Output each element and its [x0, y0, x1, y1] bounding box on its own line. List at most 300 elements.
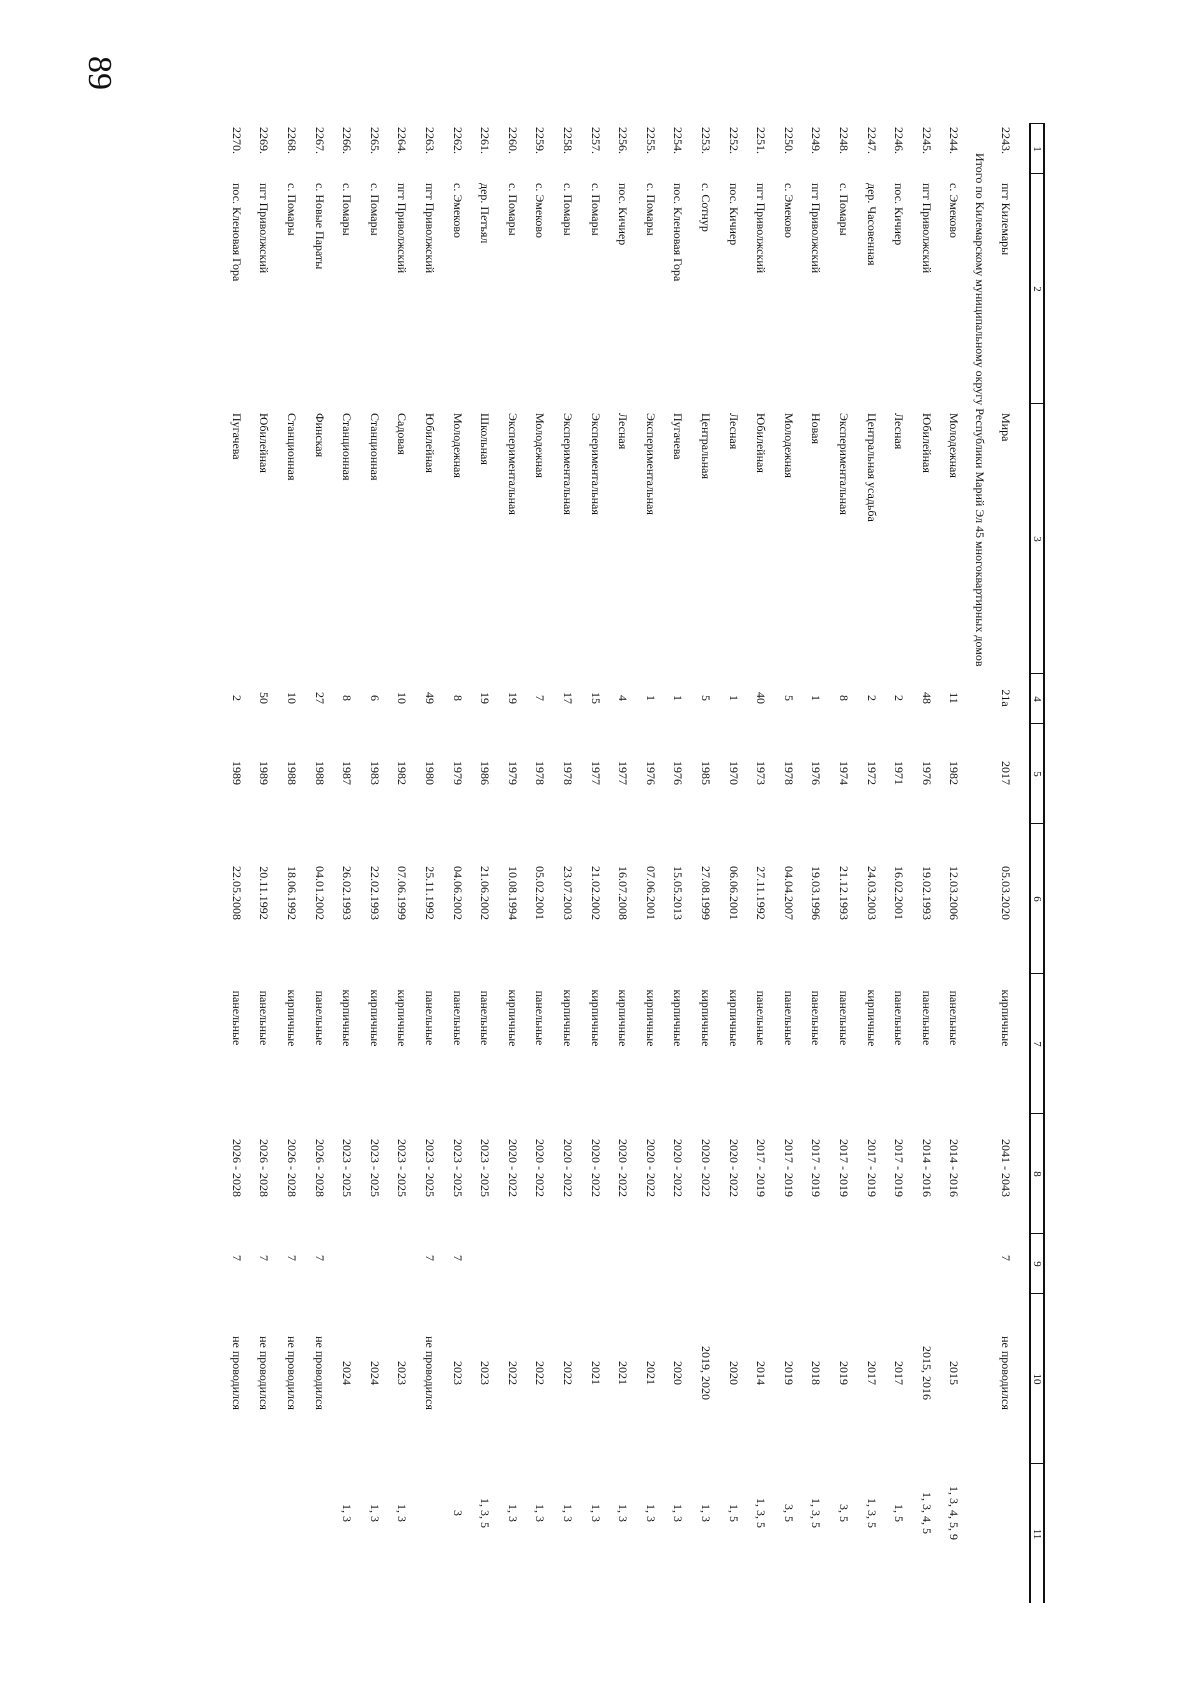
rotated-table [195, 123, 1045, 1603]
cell-house: 11 [947, 692, 962, 704]
cell-street: Юбилейная [423, 413, 437, 473]
cell-year: 1988 [285, 761, 299, 785]
table-row [387, 123, 413, 1603]
cell-n: 2265. [367, 127, 382, 154]
cell-year: 1971 [892, 761, 907, 785]
cell-wall: панельные [919, 990, 934, 1046]
cell-house: 2 [229, 695, 244, 701]
table-row [912, 123, 938, 1603]
cell-year: 1979 [505, 761, 520, 785]
cell-year: 1977 [616, 761, 631, 785]
cell-date: 25.11.1992 [423, 866, 437, 920]
cell-street: Станционная [340, 413, 355, 481]
cell-c10: 2022 [505, 1361, 520, 1385]
cell-date: 21.06.2002 [478, 866, 493, 920]
cell-wall: кирпичные [726, 989, 741, 1047]
cell-c10: 2015, 2016 [919, 1346, 934, 1400]
cell-n: 2247. [864, 127, 879, 154]
cell-c9: 7 [285, 1255, 299, 1261]
cell-house: 8 [340, 695, 355, 701]
cell-year: 1976 [919, 761, 934, 785]
cell-c9: 7 [423, 1255, 437, 1261]
cell-period: 2023 - 2025 [450, 1139, 465, 1197]
cell-house: 4 [616, 695, 631, 701]
cell-c11: 1, 3, 5 [809, 1498, 824, 1528]
cell-loc: с. Новые Параты [312, 183, 327, 270]
cell-street: Пугачева [229, 413, 244, 460]
cell-wall: панельные [257, 990, 272, 1046]
cell-street: Молодежная [533, 413, 548, 478]
cell-wall: кирпичные [285, 989, 299, 1047]
cell-n: 2267. [312, 127, 327, 154]
cell-street: Станционная [285, 413, 299, 481]
cell-n: 2263. [423, 127, 437, 154]
cell-year: 1988 [312, 761, 327, 785]
table-row [691, 123, 717, 1603]
cell-period: 2020 - 2022 [699, 1139, 713, 1197]
header-col-5: 5 [1029, 723, 1045, 824]
cell-house: 2 [864, 695, 879, 701]
cell-wall: панельные [450, 990, 465, 1046]
cell-loc: с. Эмеково [947, 183, 962, 238]
cell-house: 19 [505, 692, 520, 704]
table-row [498, 123, 524, 1603]
cell-c10: не проводился [257, 1336, 272, 1410]
cell-period: 2017 - 2019 [892, 1139, 907, 1197]
cell-period: 2026 - 2028 [285, 1139, 299, 1197]
cell-street: Экспериментальная [505, 413, 520, 515]
cell-loc: с. Эмеково [781, 183, 796, 238]
cell-house: 5 [699, 695, 713, 701]
cell-c11: 1, 3 [671, 1504, 686, 1522]
cell-year: 2017 [999, 761, 1013, 785]
cell-year: 1973 [754, 761, 769, 785]
cell-period: 2020 - 2022 [726, 1139, 741, 1197]
cell-c10: 2021 [616, 1361, 631, 1385]
cell-house: 7 [533, 695, 548, 701]
cell-period: 2020 - 2022 [616, 1139, 631, 1197]
cell-street: Садовая [395, 413, 410, 455]
cell-period: 2023 - 2025 [423, 1139, 437, 1197]
cell-c10: 2017 [864, 1361, 879, 1385]
cell-period: 2023 - 2025 [367, 1139, 382, 1197]
cell-c10: не проводился [285, 1336, 299, 1410]
cell-loc: пос. Кичиер [616, 183, 631, 246]
cell-loc: пос. Кленовая Гора [229, 183, 244, 282]
summary-line: Итого по Килемарскому муниципальному округу Республики Марий Эл 45 многоквартирных домов [973, 153, 988, 667]
cell-c10: 2020 [726, 1361, 741, 1385]
cell-n: 2246. [892, 127, 907, 154]
cell-c10: 2015 [947, 1361, 962, 1385]
cell-c10: 2023 [395, 1361, 410, 1385]
cell-c9: 7 [312, 1255, 327, 1261]
table-row [525, 123, 551, 1603]
cell-c10: 2024 [340, 1361, 355, 1385]
cell-c10: не проводился [423, 1336, 437, 1410]
cell-street: Юбилейная [257, 413, 272, 473]
cell-date: 10.08.1994 [505, 866, 520, 920]
table-row [663, 123, 689, 1603]
table-row [360, 123, 386, 1603]
cell-date: 16.07.2008 [616, 866, 631, 920]
cell-year: 1983 [367, 761, 382, 785]
cell-street: Экспериментальная [643, 413, 658, 515]
cell-date: 06.06.2001 [726, 866, 741, 920]
cell-n: 2262. [450, 127, 465, 154]
header-col-4: 4 [1029, 673, 1045, 724]
cell-year: 1977 [588, 761, 603, 785]
cell-period: 2023 - 2025 [478, 1139, 493, 1197]
cell-c10: 2018 [809, 1361, 824, 1385]
cell-loc: с. Помары [643, 183, 658, 236]
cell-street: Центральная усадьба [864, 413, 879, 522]
cell-street: Школьная [478, 413, 493, 465]
cell-period: 2020 - 2022 [561, 1139, 575, 1197]
cell-c9: 7 [257, 1255, 272, 1261]
cell-year: 1989 [257, 761, 272, 785]
cell-wall: кирпичные [864, 989, 879, 1047]
cell-wall: кирпичные [643, 989, 658, 1047]
cell-street: Экспериментальная [837, 413, 851, 515]
table-row [470, 123, 496, 1603]
cell-year: 1972 [864, 761, 879, 785]
cell-street: Мира [999, 413, 1013, 442]
cell-loc: дер. Петъял [478, 183, 493, 244]
cell-wall: кирпичные [395, 989, 410, 1047]
table-row [939, 123, 965, 1603]
cell-c11: 1, 3 [561, 1504, 575, 1522]
cell-c9: 7 [229, 1255, 244, 1261]
cell-house: 19 [478, 692, 493, 704]
cell-c10: не проводился [229, 1336, 244, 1410]
cell-c11: 3, 5 [837, 1504, 851, 1522]
table-row [636, 123, 662, 1603]
cell-c11: 1, 3 [643, 1504, 658, 1522]
cell-house: 8 [450, 695, 465, 701]
cell-date: 04.01.2002 [312, 866, 327, 920]
cell-c11: 3 [450, 1510, 465, 1516]
cell-year: 1978 [533, 761, 548, 785]
cell-n: 2268. [285, 127, 299, 154]
cell-street: Пугачева [671, 413, 686, 460]
cell-date: 19.02.1993 [919, 866, 934, 920]
cell-n: 2244. [947, 127, 962, 154]
cell-year: 1974 [837, 761, 851, 785]
cell-street: Новая [809, 413, 824, 445]
cell-period: 2026 - 2028 [229, 1139, 244, 1197]
cell-house: 10 [285, 692, 299, 704]
cell-date: 24.03.2003 [864, 866, 879, 920]
cell-c10: не проводился [999, 1336, 1013, 1410]
cell-c10: 2014 [754, 1361, 769, 1385]
cell-c10: 2024 [367, 1361, 382, 1385]
cell-date: 27.11.1992 [754, 866, 769, 920]
cell-c11: 1, 3 [699, 1504, 713, 1522]
cell-period: 2020 - 2022 [671, 1139, 686, 1197]
table-row [746, 123, 772, 1603]
header-col-7: 7 [1029, 973, 1045, 1114]
table-row [801, 123, 827, 1603]
cell-period: 2017 - 2019 [864, 1139, 879, 1197]
cell-house: 1 [726, 695, 741, 701]
cell-c11: 1, 3 [588, 1504, 603, 1522]
cell-n: 2248. [837, 127, 851, 154]
cell-loc: пгт Приволжский [809, 183, 824, 274]
cell-wall: панельные [533, 990, 548, 1046]
cell-house: 5 [781, 695, 796, 701]
cell-loc: пгт Приволжский [919, 183, 934, 274]
cell-c11: 1, 3 [616, 1504, 631, 1522]
table-row [884, 123, 910, 1603]
cell-wall: панельные [781, 990, 796, 1046]
cell-wall: кирпичные [699, 989, 713, 1047]
cell-house: 1 [643, 695, 658, 701]
cell-c10: 2021 [643, 1361, 658, 1385]
cell-c10: 2017 [892, 1361, 907, 1385]
table-row [991, 123, 1017, 1603]
cell-loc: с. Сотнур [699, 183, 713, 232]
cell-wall: кирпичные [588, 989, 603, 1047]
cell-n: 2254. [671, 127, 686, 154]
cell-wall: панельные [837, 990, 851, 1046]
cell-date: 26.02.1993 [340, 866, 355, 920]
cell-date: 07.06.2001 [643, 866, 658, 920]
cell-street: Экспериментальная [588, 413, 603, 515]
cell-c11: 1, 3 [505, 1504, 520, 1522]
cell-year: 1986 [478, 761, 493, 785]
cell-wall: панельные [478, 990, 493, 1046]
cell-date: 23.07.2003 [561, 866, 575, 920]
cell-wall: кирпичные [505, 989, 520, 1047]
cell-c9: 7 [999, 1255, 1013, 1261]
cell-loc: с. Помары [285, 183, 299, 236]
cell-period: 2026 - 2028 [257, 1139, 272, 1197]
cell-house: 48 [919, 692, 934, 704]
cell-date: 16.02.2001 [892, 866, 907, 920]
header-col-8: 8 [1029, 1113, 1045, 1234]
cell-c11: 1, 3 [533, 1504, 548, 1522]
cell-date: 21.02.2002 [588, 866, 603, 920]
cell-year: 1985 [699, 761, 713, 785]
cell-n: 2257. [588, 127, 603, 154]
cell-loc: дер. Часовенная [864, 183, 879, 266]
cell-date: 18.06.1992 [285, 866, 299, 920]
cell-year: 1976 [643, 761, 658, 785]
cell-c11: 1, 3, 4, 5, 9 [947, 1486, 962, 1540]
cell-n: 2260. [505, 127, 520, 154]
header-col-1: 1 [1029, 123, 1045, 174]
cell-wall: панельные [754, 990, 769, 1046]
cell-wall: панельные [892, 990, 907, 1046]
cell-street: Финская [312, 413, 327, 458]
cell-c11: 1, 3, 5 [754, 1498, 769, 1528]
cell-loc: с. Помары [588, 183, 603, 236]
header-col-3: 3 [1029, 403, 1045, 674]
cell-year: 1978 [781, 761, 796, 785]
cell-date: 19.03.1996 [809, 866, 824, 920]
cell-wall: кирпичные [340, 989, 355, 1047]
table-row [277, 123, 303, 1603]
cell-c10: 2019 [837, 1361, 851, 1385]
table-row [774, 123, 800, 1603]
cell-n: 2255. [643, 127, 658, 154]
table-row [719, 123, 745, 1603]
cell-wall: панельные [312, 990, 327, 1046]
cell-date: 22.05.2008 [229, 866, 244, 920]
cell-year: 1982 [947, 761, 962, 785]
cell-date: 12.03.2006 [947, 866, 962, 920]
cell-c10: 2023 [450, 1361, 465, 1385]
table-row [222, 123, 248, 1603]
cell-c10: 2019, 2020 [699, 1346, 713, 1400]
cell-street: Юбилейная [919, 413, 934, 473]
cell-date: 22.02.1993 [367, 866, 382, 920]
cell-street: Центральная [699, 413, 713, 479]
cell-period: 2017 - 2019 [754, 1139, 769, 1197]
cell-n: 2270. [229, 127, 244, 154]
table-row [332, 123, 358, 1603]
cell-street: Станционная [367, 413, 382, 481]
cell-loc: пгт Приволжский [423, 183, 437, 274]
cell-period: 2020 - 2022 [533, 1139, 548, 1197]
cell-year: 1982 [395, 761, 410, 785]
cell-house: 1 [671, 695, 686, 701]
cell-c10: 2020 [671, 1361, 686, 1385]
cell-period: 2041 - 2043 [999, 1139, 1013, 1197]
cell-c11: 1, 3, 5 [478, 1498, 493, 1528]
cell-c11: 1, 5 [892, 1504, 907, 1522]
cell-n: 2243. [999, 127, 1013, 154]
cell-wall: панельные [947, 990, 962, 1046]
cell-year: 1979 [450, 761, 465, 785]
cell-year: 1989 [229, 761, 244, 785]
cell-n: 2264. [395, 127, 410, 154]
cell-period: 2023 - 2025 [340, 1139, 355, 1197]
cell-n: 2252. [726, 127, 741, 154]
cell-c11: 1, 5 [726, 1504, 741, 1522]
cell-wall: кирпичные [616, 989, 631, 1047]
cell-c10: не проводился [312, 1336, 327, 1410]
cell-n: 2249. [809, 127, 824, 154]
cell-loc: пос. Кленовая Гора [671, 183, 686, 282]
cell-loc: пгт Килемары [999, 183, 1013, 256]
cell-year: 1987 [340, 761, 355, 785]
cell-loc: с. Помары [505, 183, 520, 236]
cell-n: 2259. [533, 127, 548, 154]
cell-street: Молодежная [450, 413, 465, 478]
cell-period: 2017 - 2019 [809, 1139, 824, 1197]
cell-date: 15.05.2013 [671, 866, 686, 920]
cell-street: Лесная [892, 413, 907, 450]
header-col-10: 10 [1029, 1293, 1045, 1464]
cell-c10: 2023 [478, 1361, 493, 1385]
cell-year: 1976 [671, 761, 686, 785]
header-col-11: 11 [1029, 1463, 1045, 1604]
cell-loc: с. Эмеково [533, 183, 548, 238]
cell-loc: с. Помары [837, 183, 851, 236]
table-row [305, 123, 331, 1603]
cell-n: 2251. [754, 127, 769, 154]
cell-house: 6 [367, 695, 382, 701]
cell-c10: 2021 [588, 1361, 603, 1385]
cell-wall: кирпичные [367, 989, 382, 1047]
cell-date: 05.03.2020 [999, 866, 1013, 920]
cell-house: 10 [395, 692, 410, 704]
page-number: 89 [81, 56, 118, 90]
cell-street: Лесная [616, 413, 631, 450]
cell-period: 2020 - 2022 [505, 1139, 520, 1197]
cell-n: 2245. [919, 127, 934, 154]
cell-n: 2253. [699, 127, 713, 154]
cell-street: Лесная [726, 413, 741, 450]
table-row [608, 123, 634, 1603]
cell-house: 8 [837, 695, 851, 701]
cell-loc: с. Эмеково [450, 183, 465, 238]
cell-c11: 3, 5 [781, 1504, 796, 1522]
cell-house: 2 [892, 695, 907, 701]
cell-period: 2014 - 2016 [919, 1139, 934, 1197]
cell-date: 20.11.1992 [257, 866, 272, 920]
cell-period: 2023 - 2025 [395, 1139, 410, 1197]
cell-house: 21а [999, 689, 1013, 707]
cell-period: 2014 - 2016 [947, 1139, 962, 1197]
cell-year: 1980 [423, 761, 437, 785]
cell-date: 04.06.2002 [450, 866, 465, 920]
cell-house: 50 [257, 692, 272, 704]
cell-period: 2017 - 2019 [781, 1139, 796, 1197]
cell-n: 2261. [478, 127, 493, 154]
header-col-2: 2 [1029, 173, 1045, 404]
cell-wall: панельные [229, 990, 244, 1046]
cell-date: 21.12.1993 [837, 866, 851, 920]
cell-house: 40 [754, 692, 769, 704]
cell-c11: 1, 3 [395, 1504, 410, 1522]
cell-period: 2017 - 2019 [837, 1139, 851, 1197]
cell-loc: пгт Приволжский [395, 183, 410, 274]
cell-year: 1976 [809, 761, 824, 785]
cell-street: Молодежная [947, 413, 962, 478]
cell-loc: с. Помары [367, 183, 382, 236]
cell-year: 1978 [561, 761, 575, 785]
cell-n: 2250. [781, 127, 796, 154]
cell-wall: кирпичные [999, 989, 1013, 1047]
cell-wall: панельные [809, 990, 824, 1046]
cell-street: Юбилейная [754, 413, 769, 473]
cell-loc: с. Помары [340, 183, 355, 236]
cell-date: 05.02.2001 [533, 866, 548, 920]
cell-n: 2266. [340, 127, 355, 154]
cell-street: Экспериментальная [561, 413, 575, 515]
cell-n: 2256. [616, 127, 631, 154]
cell-c10: 2022 [561, 1361, 575, 1385]
cell-period: 2026 - 2028 [312, 1139, 327, 1197]
table-row [829, 123, 855, 1603]
cell-loc: пгт Приволжский [754, 183, 769, 274]
cell-year: 1970 [726, 761, 741, 785]
table-row [857, 123, 883, 1603]
cell-street: Молодежная [781, 413, 796, 478]
cell-date: 27.08.1999 [699, 866, 713, 920]
header-col-9: 9 [1029, 1233, 1045, 1294]
cell-house: 17 [561, 692, 575, 704]
cell-house: 49 [423, 692, 437, 704]
cell-c11: 1, 3 [367, 1504, 382, 1522]
cell-c11: 1, 3, 5 [864, 1498, 879, 1528]
cell-house: 27 [312, 692, 327, 704]
cell-c10: 2022 [533, 1361, 548, 1385]
cell-loc: пос. Кичиер [892, 183, 907, 246]
table-row [553, 123, 579, 1603]
